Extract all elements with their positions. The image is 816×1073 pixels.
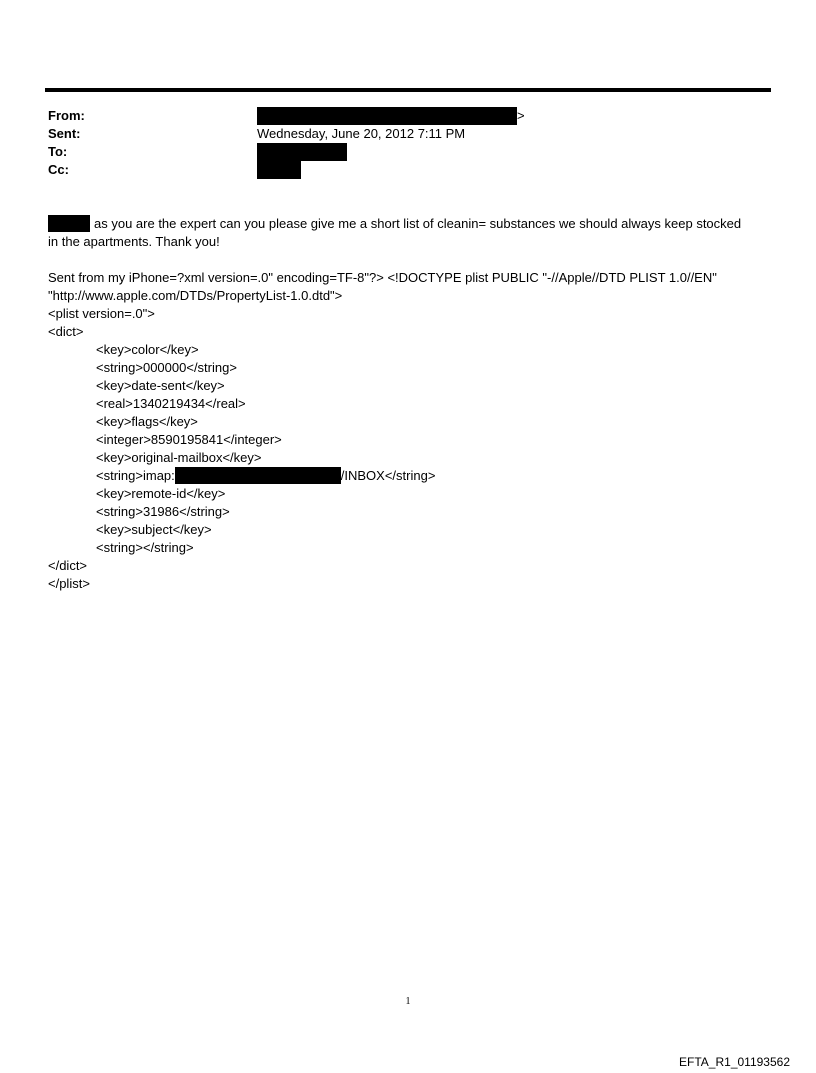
dict-open-line: <dict> [48, 324, 84, 339]
message-line-1 [48, 215, 768, 233]
dict-close-line: </dict> [48, 558, 88, 573]
message-line-2: in the apartments. Thank you! [48, 234, 220, 249]
document-id: EFTA_R1_01193562 [679, 1055, 790, 1069]
from-row [48, 107, 768, 125]
dtd-line: "http://www.apple.com/DTDs/PropertyList-1.0.dtd"> [48, 288, 343, 303]
imap-redaction [175, 467, 341, 484]
message-text-1: as you are the expert can you please give me a short list of cleanin= substances we should always keep stocked [94, 216, 742, 231]
from-label: From: [48, 108, 85, 123]
header-rule [45, 88, 771, 92]
to-row [48, 143, 768, 161]
from-value [257, 107, 525, 125]
plist-line: <string>31986</string> [96, 504, 230, 519]
plist-line: <string>000000</string> [96, 360, 237, 375]
plist-line: <key>color</key> [96, 342, 199, 357]
sent-value: Wednesday, June 20, 2012 7:11 PM [257, 126, 466, 141]
plist-line: <key>flags</key> [96, 414, 198, 429]
imap-line [48, 467, 816, 485]
sent-from-line: Sent from my iPhone=?xml version=.0" encoding=TF-8"?> <!DOCTYPE plist PUBLIC "-//Apple//DTD PLIST 1.0//EN" [48, 270, 717, 285]
plist-line: <key>remote-id</key> [96, 486, 226, 501]
from-suffix: > [517, 108, 525, 123]
cc-row [48, 161, 768, 179]
plist-close-line: </plist> [48, 576, 90, 591]
imap-suffix: /INBOX</string> [340, 468, 436, 483]
from-redaction [257, 107, 517, 125]
plist-line: <key>date-sent</key> [96, 378, 225, 393]
plist-line: <real>1340219434</real> [96, 396, 246, 411]
imap-prefix: <string>imap: [96, 468, 175, 483]
cc-redaction [257, 161, 301, 179]
plist-line: <key>subject</key> [96, 522, 212, 537]
sent-label: Sent: [48, 126, 81, 141]
to-redaction [257, 143, 347, 161]
plist-line: <integer>8590195841</integer> [96, 432, 282, 447]
cc-value [257, 161, 301, 179]
page-number: 1 [405, 996, 411, 1007]
to-value [257, 143, 347, 161]
recipient-name-redaction [48, 215, 90, 232]
sent-row [48, 125, 768, 143]
plist-line: <key>original-mailbox</key> [96, 450, 262, 465]
plist-open-line: <plist version=.0"> [48, 306, 155, 321]
plist-line: <string></string> [96, 540, 194, 555]
to-label: To: [48, 144, 68, 159]
cc-label: Cc: [48, 162, 69, 177]
